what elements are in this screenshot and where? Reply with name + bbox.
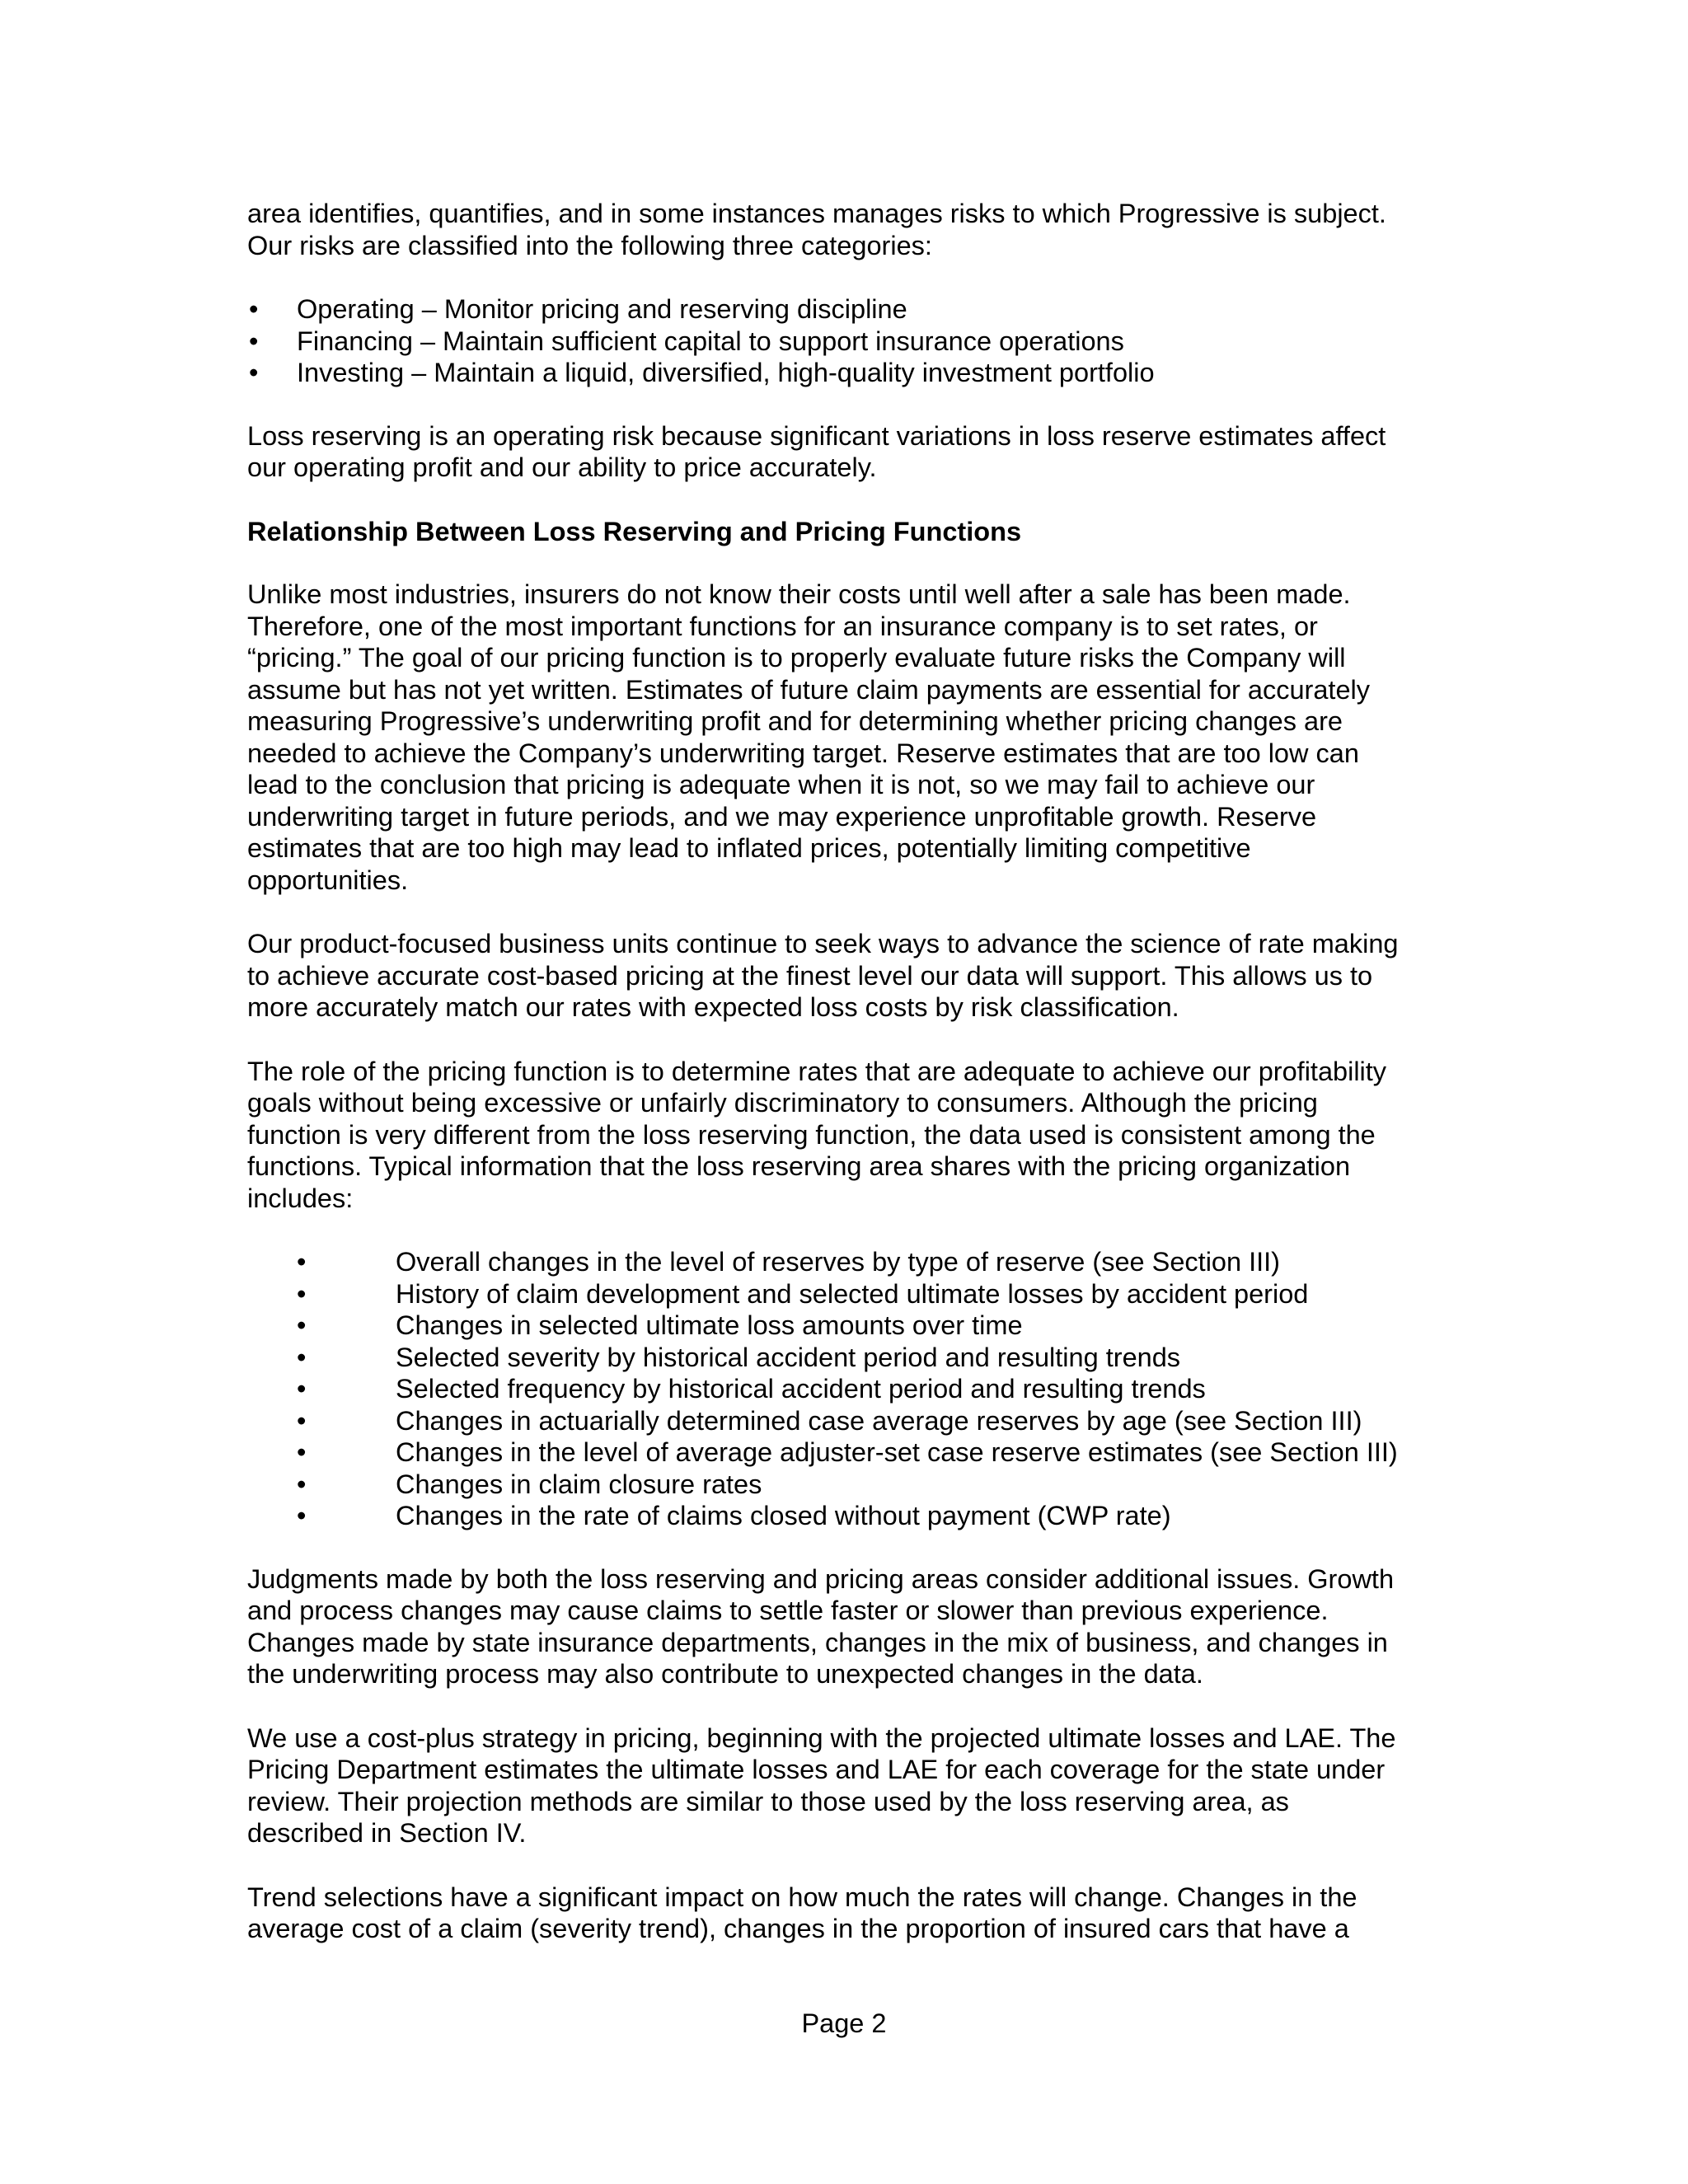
bullet-icon: • <box>297 1310 307 1340</box>
bullet-icon: • <box>297 1247 307 1277</box>
shared-info-text: History of claim development and selected ultimate losses by accident period <box>396 1278 1309 1309</box>
list-item <box>247 1469 1451 1501</box>
shared-info-text: Selected severity by historical accident period and resulting trends <box>396 1342 1181 1372</box>
list-item <box>247 326 1451 358</box>
risk-categories-list <box>247 293 1451 389</box>
list-item <box>247 1405 1451 1437</box>
paragraph-product-focused: Our product-focused business units continue to seek ways to advance the science of rate making to achieve accurate cost-based pricing at the finest level our data will support. This allows us to more accurately match our rates with expected loss costs by risk classification. <box>247 929 1399 1022</box>
bullet-icon: • <box>297 1405 307 1436</box>
list-item <box>247 1373 1451 1405</box>
risk-category-text: Operating – Monitor pricing and reserving discipline <box>297 294 907 324</box>
list-item <box>247 1278 1451 1310</box>
shared-info-text: Selected frequency by historical accident period and resulting trends <box>396 1374 1206 1404</box>
paragraph-unlike-most-industries: Unlike most industries, insurers do not know their costs until well after a sale has been made. Therefore, one of the most important functions for an insurance company is to set rates, or “pricing.” The goal of our pricing function is to properly evaluate future risks the Company will assume but has not yet written. Estimates of future claim payments are essential for accurately measuring Progressive’s underwriting profit and for determining whether pricing changes are needed to achieve the Company’s underwriting target. Reserve estimates that are too low can lead to the conclusion that pricing is adequate when it is not, so we may fail to achieve our underwriting target in future periods, and we may experience unprofitable growth. Reserve estimates that are too high may lead to inflated prices, potentially limiting competitive opportunities. <box>247 579 1371 895</box>
list-item <box>247 293 1451 326</box>
risk-category-text: Investing – Maintain a liquid, diversified, high-quality investment portfolio <box>297 358 1155 387</box>
page-number: Page 2 <box>801 2008 887 2038</box>
list-item <box>247 357 1451 389</box>
bullet-icon: • <box>297 1469 307 1499</box>
loss-reserving-paragraph: Loss reserving is an operating risk because significant variations in loss reserve estimates affect our operating profit and our ability to price accurately. <box>247 420 1386 482</box>
bullet-icon: • <box>249 294 259 324</box>
shared-info-text: Changes in the rate of claims closed without payment (CWP rate) <box>396 1501 1171 1530</box>
bullet-icon: • <box>297 1437 307 1467</box>
bullet-icon: • <box>249 358 259 387</box>
list-item <box>247 1500 1451 1532</box>
paragraph-cost-plus: We use a cost-plus strategy in pricing, beginning with the projected ultimate losses and LAE. The Pricing Department estimates the ultimate losses and LAE for each coverage for the state under review. Their projection methods are similar to those used by the loss reserving area, as described in Section IV. <box>247 1722 1396 1848</box>
list-item <box>247 1310 1451 1342</box>
bullet-icon: • <box>297 1278 307 1309</box>
shared-info-text: Changes in the level of average adjuster-set case reserve estimates (see Section III) <box>396 1437 1398 1467</box>
bullet-icon: • <box>297 1374 307 1404</box>
bullet-icon: • <box>297 1501 307 1530</box>
bullet-icon: • <box>249 326 259 356</box>
section-heading: Relationship Between Loss Reserving and Pricing Functions <box>247 516 1022 546</box>
shared-information-list <box>247 1246 1451 1532</box>
bullet-icon: • <box>297 1342 307 1372</box>
paragraph-pricing-role: The role of the pricing function is to determine rates that are adequate to achieve our profitability goals without being excessive or unfairly discriminatory to consumers. Although the pricing function is very different from the loss reserving function, the data used is consistent among the functions. Typical information that the loss reserving area shares with the pricing organization includes: <box>247 1056 1387 1213</box>
risk-category-text: Financing – Maintain sufficient capital to support insurance operations <box>297 326 1124 356</box>
paragraph-judgments: Judgments made by both the loss reserving and pricing areas consider additional issues. Growth and process changes may cause claims to settle faster or slower than previous experience. Changes made by state insurance departments, changes in the mix of business, and changes in the underwriting process may also contribute to unexpected changes in the data. <box>247 1563 1395 1689</box>
paragraph-trend-selections: Trend selections have a significant impact on how much the rates will change. Changes in the average cost of a claim (severity trend), changes in the proportion of insured cars that have a <box>247 1882 1357 1943</box>
document-page <box>247 198 1451 1945</box>
shared-info-text: Changes in selected ultimate loss amounts over time <box>396 1310 1023 1340</box>
list-item <box>247 1342 1451 1374</box>
shared-info-text: Overall changes in the level of reserves by type of reserve (see Section III) <box>396 1247 1281 1277</box>
shared-info-text: Changes in actuarially determined case average reserves by age (see Section III) <box>396 1405 1362 1436</box>
shared-info-text: Changes in claim closure rates <box>396 1469 762 1499</box>
list-item <box>247 1436 1451 1469</box>
list-item <box>247 1246 1451 1278</box>
intro-paragraph: area identifies, quantifies, and in some instances manages risks to which Progressive is subject. Our risks are classified into the following three categories: <box>247 199 1386 260</box>
